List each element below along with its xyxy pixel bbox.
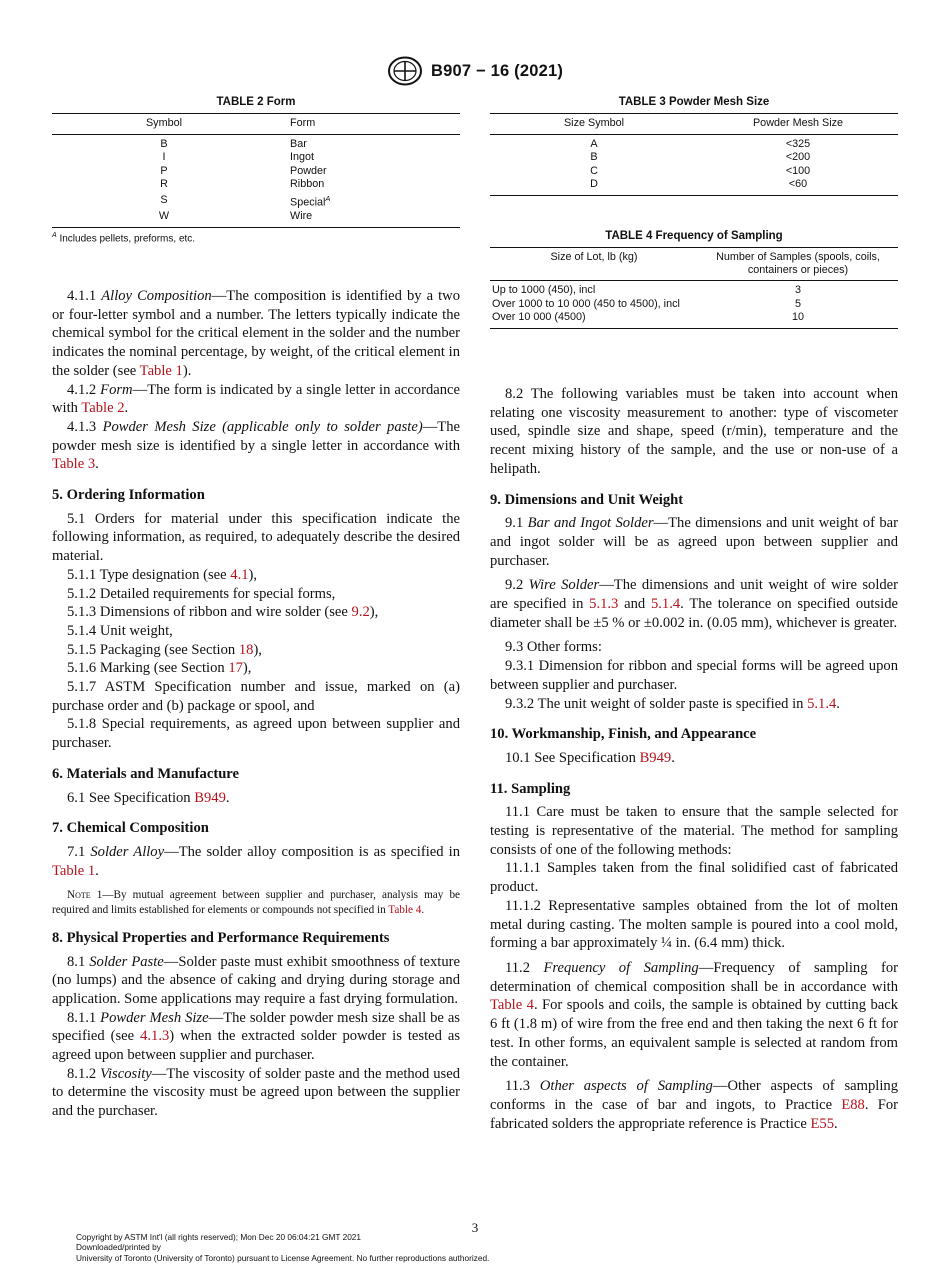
footer-line: Downloaded/printed by [76,1242,161,1253]
table-cell: A [590,137,598,150]
table-cell: <325 [785,137,811,150]
text: ), [253,641,262,658]
paragraph-11-1-2: 11.1.2 Representative samples obtained from the lot of molten metal during casting. The molten sample is poured into a cool mold, forming a bar approximately ¼ in. (6.4 mm) thick. [490,897,898,952]
text: ). [182,362,192,379]
text: 11.2 [505,959,544,976]
paragraph-9-3-2 [490,695,898,714]
link-4-1[interactable]: 4.1 [230,566,249,583]
paragraph-8-1-2 [52,1065,460,1121]
text: —The dimensions and unit weight of wire solder are specified in [490,577,899,613]
table-cell: 5 [794,297,801,310]
text-italic: Powder Mesh Size [100,1009,209,1026]
text: —The powder mesh size is identified by a single letter in accordance with [52,418,460,454]
text: . [421,903,425,916]
table-cell: Wire [276,210,460,227]
section-heading-7: 7. Chemical Composition [52,820,209,837]
table2-title: TABLE 2 Form [216,96,296,108]
link-table-1[interactable]: Table 1 [139,362,183,379]
table-cell: C [590,164,598,177]
link-9-2[interactable]: 9.2 [351,604,370,621]
link-section-17[interactable]: 17 [228,660,243,677]
table-cell: <100 [785,164,811,177]
paragraph-9-2 [490,576,898,632]
paragraph-8-1-1 [52,1009,460,1065]
link-e55[interactable]: E55 [810,1115,835,1132]
text: 10.1 See Specification [505,749,640,766]
left-column [52,287,460,1121]
text-italic: Other aspects of Sampling [539,1078,713,1095]
text: . [225,789,230,806]
text-italic: Wire Solder [528,577,600,594]
text: 11.3 [505,1078,540,1095]
link-table-1[interactable]: Table 1 [52,862,96,879]
link-table-4[interactable]: Table 4 [388,903,422,916]
text: 4.1.2 [67,381,101,398]
table-cell: <200 [785,151,811,164]
table-row [52,210,460,227]
link-section-18[interactable]: 18 [238,641,254,658]
paragraph-11-1-1: 11.1.1 Samples taken from the final solidified cast of fabricated product. [490,860,898,896]
table-row [52,134,460,151]
table-cell: Over 10 000 (4500) [490,311,698,328]
text: and [618,596,651,613]
text: —The dimensions and unit weight of bar and ingot solder will be as agreed upon between supplier and purchaser. [490,515,898,569]
paragraph-11-2 [490,959,898,1071]
text: 4.1.3 [67,418,103,435]
footer-line: University of Toronto (University of Toronto) pursuant to License Agreement. No further reproductions authorized. [76,1252,490,1263]
table-cell: B [590,151,598,164]
text: —The form is indicated by a single letter in accordance with [52,381,460,417]
paragraph-5-1-3 [52,603,460,622]
link-table-3[interactable]: Table 3 [52,456,96,473]
table-row [52,151,460,165]
document-title: B907 − 16 (2021) [430,61,564,80]
text: 8.1.2 [67,1065,101,1082]
table-cell: <60 [698,178,898,195]
text: ), [369,604,379,621]
link-5-1-3[interactable]: 5.1.3 [589,596,619,613]
text-italic: Form [100,381,133,398]
text: ) when the extracted solder powder is tested as agreed upon between supplier and purchaser. [52,1028,460,1064]
section-heading-5: 5. Ordering Information [52,487,205,504]
paragraph-4-1-1 [52,287,460,381]
paragraph-5-1-7: 5.1.7 ASTM Specification number and issue, marked on (a) purchase order and (b) package or spool, and [52,679,460,714]
text: ), [242,660,252,677]
link-5-1-4[interactable]: 5.1.4 [807,695,837,712]
paragraph-11-1: 11.1 Care must be taken to ensure that the sample selected for testing is representative of the material. The method for sampling consists of one of the following methods: [490,804,898,858]
text: . [836,695,840,712]
text: 8.1 [67,953,90,970]
table4-title: TABLE 4 Frequency of Sampling [605,230,783,242]
paragraph-4-1-3 [52,418,460,474]
section-heading-6: 6. Materials and Manufacture [52,765,239,782]
text-italic: Bar and Ingot Solder [527,515,654,532]
table-row [490,134,898,151]
text: —The composition is identified by a two or four-letter symbol and a number. The letters typically indicate the chemical symbol for the critical element in the solder and the number indicates the nominal percentage, by weight, of the critical element in the solder (see [52,288,460,379]
paragraph-8-1 [52,953,460,1009]
table-row [490,281,898,298]
paragraph-5-1-1 [52,566,460,585]
paragraph-4-1-2 [52,381,460,418]
table-row [52,165,460,179]
footer-line: Copyright by ASTM Int'l (all rights reserved); Mon Dec 20 06:04:21 GMT 2021 [76,1232,362,1242]
table-cell: 10 [698,311,898,328]
link-4-1-3[interactable]: 4.1.3 [140,1028,170,1045]
section-heading-8: 8. Physical Properties and Performance Requirements [52,929,390,946]
link-5-1-4[interactable]: 5.1.4 [650,596,681,613]
table-cell: Bar [290,137,307,150]
table3-title: TABLE 3 Powder Mesh Size [618,96,770,108]
text: 9.1 [505,515,528,532]
text: . [124,400,129,417]
section-heading-11: 11. Sampling [490,780,571,797]
text-italic: Solder Alloy [90,843,165,860]
table-row [490,178,898,195]
astm-logo-icon [387,56,423,86]
table-cell: I [162,151,166,164]
paragraph-7-1 [52,843,460,880]
footnote-marker: A [325,193,331,203]
text: —Frequency of sampling for determination of chemical composition shall be in accordance with [490,959,898,995]
table2-col-symbol: Symbol [52,114,276,135]
table3 [490,96,898,196]
table3-col-mesh: Powder Mesh Size [698,114,898,135]
text: . [95,862,99,879]
text-italic: Viscosity [100,1065,152,1082]
paragraph-9-3-1: 9.3.1 Dimension for ribbon and special forms will be agreed upon between supplier and purchaser. [490,658,898,693]
text: ), [248,566,258,583]
text-italic: Powder Mesh Size (applicable only to solder paste) [102,418,423,435]
page-header [0,56,950,86]
text: 9.2 [505,577,529,594]
text: 8.1.1 [67,1009,101,1026]
paragraph-5-1-6 [52,659,460,678]
paragraph-9-3: 9.3 Other forms: [505,639,602,656]
table-cell: Ribbon [290,178,325,191]
table-cell: Up to 1000 (450), incl [492,284,596,296]
section-heading-10: 10. Workmanship, Finish, and Appearance [490,726,757,743]
table4-col-lot: Size of Lot, lb (kg) [490,248,698,281]
note-1 [52,888,460,916]
paragraph-5-1-5 [52,641,460,660]
text: 7.1 [67,843,91,860]
table-row [490,311,898,328]
text: 5.1.5 Packaging (see Section [67,641,239,658]
right-column [490,385,898,1133]
text-italic: Frequency of Sampling [543,959,699,976]
table-cell: B [160,137,168,150]
table-cell: Over 1000 to 10 000 (450 to 4500), incl [492,297,680,310]
table-row [490,298,898,312]
text: . For fabricated solders the appropriate reference is Practice [490,1096,898,1132]
text: . For spools and coils, the sample is obtained by cutting back 6 ft (1.8 m) of wire from the free end and then taking the next 6 ft for test. In other forms, an equivalent sample is selected at random from the container. [490,997,898,1070]
paragraph-5-1-8: 5.1.8 Special requirements, as agreed upon between supplier and purchaser. [52,716,460,752]
text: 5.1.1 Type designation (see [67,566,231,583]
link-b949[interactable]: B949 [639,749,672,766]
table-row [52,192,460,210]
paragraph-11-3 [490,1077,898,1133]
table-cell: Powder [290,164,327,177]
table-row [490,151,898,165]
text: . The tolerance on specified outside diameter shall be ±5 % or ±0.002 in. (0.05 mm), whichever is greater. [490,596,898,631]
paragraph-5-1-4: 5.1.4 Unit weight, [67,622,173,639]
link-table-4[interactable]: Table 4 [490,997,534,1014]
text: 5.1.6 Marking (see Section [67,660,229,677]
text: —The viscosity of solder paste and the method used to determine the viscosity must be agreed upon between the supplier and the purchaser. [52,1065,460,1120]
paragraph-6-1 [52,789,460,808]
section-heading-9: 9. Dimensions and Unit Weight [490,491,684,508]
text: —Solder paste must exhibit smoothness of texture (no lumps) and the absence of caking and drying during storage and application. Some applications may require a fast drying formulation. [52,953,460,1007]
copyright-footer [76,1232,489,1263]
text: —Other aspects of sampling conforms in the case of bar and ingots, to Practice [490,1078,898,1113]
table-row [52,178,460,192]
text: 9.3.2 The unit weight of solder paste is specified in [505,695,808,712]
table-cell: W [52,210,276,227]
table2-col-form: Form [276,114,460,135]
table-cell: 3 [794,284,801,296]
table-cell: Ingot [290,151,315,164]
text: . [671,749,675,766]
paragraph-10-1 [490,749,898,768]
paragraph-5-1-2: 5.1.2 Detailed requirements for special forms, [67,585,336,602]
table-cell: S [160,194,168,207]
table3-col-symbol: Size Symbol [490,114,698,135]
table-row [490,165,898,179]
text: . [95,456,99,473]
footnote-marker: A [52,231,57,239]
table4-col-samples: Number of Samples (spools, coils, containers or pieces) [698,248,898,281]
table4 [490,230,898,329]
table-cell: R [160,178,168,191]
paragraph-9-1 [490,514,898,570]
text: —The solder powder mesh size shall be as specified (see [52,1009,460,1045]
table-cell [276,192,460,210]
text-italic: Solder Paste [89,953,164,970]
table2-footnote [52,232,460,244]
text: —The solder alloy composition is as specified in [164,843,460,860]
text: . [834,1115,838,1132]
link-b949[interactable]: B949 [194,789,226,806]
table-cell: P [160,164,168,177]
text-italic: Alloy Composition [101,288,212,304]
link-e88[interactable]: E88 [841,1096,865,1113]
paragraph-5-1: 5.1 Orders for material under this specification indicate the following information, as required, to adequately describe the desired material. [52,510,460,565]
note-label: Note [67,889,91,902]
text: 1—By mutual agreement between supplier and purchaser, analysis may be required and limits established for elements or compounds not specified in [52,889,460,916]
table-cell: D [490,178,698,195]
table2 [52,96,460,244]
page-number: 3 [471,1220,479,1235]
paragraph-8-2: 8.2 The following variables must be taken into account when relating one viscosity measurement to another: type of viscometer used, spindle size and shape, speed (r/min), temperature and the recent mixing history of the sample, and the use or non-use of a helipath. [490,386,898,477]
table-cell-text: Special [290,196,326,209]
text: 4.1.1 [67,288,102,304]
text: 6.1 See Specification [67,789,195,806]
link-table-2[interactable]: Table 2 [81,400,125,417]
text: 5.1.3 Dimensions of ribbon and wire solder (see [67,604,352,621]
footnote-text: Includes pellets, preforms, etc. [56,233,196,245]
